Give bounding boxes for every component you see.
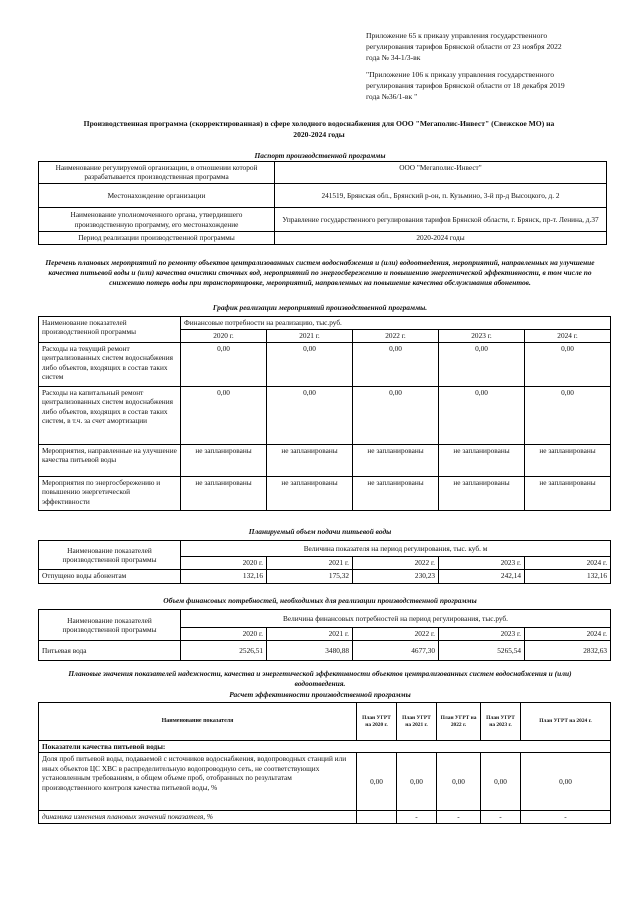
table-cell: не запланированы: [525, 477, 611, 511]
year-header: 2022 г.: [353, 330, 439, 343]
passport-table: [38, 161, 607, 245]
table-cell: -: [521, 811, 611, 823]
table-row: [39, 753, 611, 811]
table-cell: 0,00: [357, 753, 397, 811]
table-row: [39, 232, 607, 245]
finance-caption: Объем финансовых потребностей, необходимых для реализации производственной программы: [163, 596, 477, 605]
table-cell: 175,32: [267, 570, 353, 584]
passport-value: Управление государственного регулирования тарифов Брянской области, г. Брянск, пр-т. Ленина, д.37: [275, 208, 607, 232]
table-row: [39, 343, 611, 387]
passport-label: Наименование уполномоченного органа, утвердившего производственную программу, его местонахождение: [39, 208, 275, 232]
table-cell: не запланированы: [439, 445, 525, 477]
table-cell: не запланированы: [439, 477, 525, 511]
table-cell: 0,00: [267, 387, 353, 445]
table-cell: не запланированы: [267, 445, 353, 477]
table-row: [39, 317, 611, 330]
table-row: [39, 541, 611, 557]
row-label: Расходы на капитальный ремонт централизованных систем водоснабжения либо объектов, входящих в состав таких систем, в т.ч. за счет амортизации: [39, 387, 181, 445]
table-cell: 0,00: [181, 387, 267, 445]
table-cell: 5265,54: [439, 641, 525, 661]
column-header: Наименование показателей производственной программы: [39, 541, 181, 570]
section-header: Показатели качества питьевой воды:: [39, 741, 611, 753]
header-line: года № 34-1/3-вк: [366, 53, 421, 62]
table-cell: 0,00: [439, 387, 525, 445]
table-row: [39, 703, 611, 741]
column-group-header: Финансовые потребности на реализацию, тыс.руб.: [181, 317, 611, 330]
year-header: План УГРТ на 2021 г.: [397, 703, 437, 741]
year-header: 2020 г.: [181, 330, 267, 343]
table-cell: 132,16: [181, 570, 267, 584]
passport-value: 2020-2024 годы: [275, 232, 607, 245]
year-header: 2020 г.: [181, 628, 267, 641]
header-line: "Приложение 106 к приказу управления государственного: [366, 70, 555, 79]
finance-table: [38, 609, 611, 661]
header-line: регулирования тарифов Брянской области от 23 ноября 2022: [366, 42, 562, 51]
table-cell: 242,14: [439, 570, 525, 584]
table-cell: 0,00: [181, 343, 267, 387]
table-cell: 0,00: [525, 343, 611, 387]
year-header: 2023 г.: [439, 330, 525, 343]
column-header: Наименование показателей производственной программы: [39, 610, 181, 641]
table-cell: 3480,88: [267, 641, 353, 661]
year-header: 2024 г.: [525, 628, 611, 641]
year-header: 2021 г.: [267, 628, 353, 641]
title-line: Производственная программа (скорректированная) в сфере холодного водоснабжения для ООО "Мегаполис-Инвест" (Свежское МО) на: [83, 119, 555, 128]
column-header: Наименование показателя: [39, 703, 357, 741]
table-cell: [357, 811, 397, 823]
row-label: Доля проб питьевой воды, подаваемой с источников водоснабжения, водопроводных станций или иных объектов ЦС ХВС в распределительную водопроводную сеть, не соответствующих установленным требованиям, в общем объеме проб, отобранных по результатам производственного контроля качества питьевой воды, %: [39, 753, 357, 811]
year-header: 2024 г.: [525, 557, 611, 570]
row-label: Питьевая вода: [39, 641, 181, 661]
passport-label: Местонахождение организации: [39, 184, 275, 208]
table-row: [39, 387, 611, 445]
table-cell: -: [437, 811, 481, 823]
passport-label: Период реализации производственной программы: [39, 232, 275, 245]
year-header: План УГРТ на 2023 г.: [481, 703, 521, 741]
column-header: Наименование показателей производственной программы: [39, 317, 181, 343]
table-row: [39, 610, 611, 628]
table-cell: не запланированы: [181, 445, 267, 477]
passport-label: Наименование регулируемой организации, в отношении которой разрабатывается производственная программа: [39, 162, 275, 184]
table-cell: 0,00: [437, 753, 481, 811]
row-label: Мероприятия по энергосбережению и повышению энергетической эффективности: [39, 477, 181, 511]
table-row: [39, 477, 611, 511]
table-row: [39, 184, 607, 208]
document-title: [24, 118, 614, 140]
appendix-header: [366, 30, 565, 102]
table-cell: 0,00: [521, 753, 611, 811]
table-cell: 0,00: [481, 753, 521, 811]
table-cell: 132,16: [525, 570, 611, 584]
table-cell: 2832,63: [525, 641, 611, 661]
measures-caption: Перечень плановых мероприятий по ремонту объектов централизованных систем водоснабжения и (или) водоотведения, мероприятий, направленных на улучшение качества питьевой воды и (или) качества очистки сточных вод, мероприятий по энергосбережению и повышению энергетической эффективности, в том числе по снижению потерь воды при транспортировке, мероприятий, направленных на повышение качества обслуживания абонентов.: [45, 258, 595, 287]
volume-caption: Планируемый объем подачи питьевой воды: [248, 527, 392, 536]
table-row: [39, 208, 607, 232]
year-header: План УГРТ на 2022 г.: [437, 703, 481, 741]
year-header: 2023 г.: [439, 557, 525, 570]
reliability-table: [38, 702, 611, 824]
table-row: [39, 445, 611, 477]
row-label: Мероприятия, направленные на улучшение качества питьевой воды: [39, 445, 181, 477]
year-header: 2020 г.: [181, 557, 267, 570]
year-header: План УГРТ на 2020 г.: [357, 703, 397, 741]
table-cell: -: [397, 811, 437, 823]
year-header: 2021 г.: [267, 557, 353, 570]
passport-value: 241519, Брянская обл., Брянский р-он, п. Кузьмино, 3-й пр-д Высоцкого, д. 2: [275, 184, 607, 208]
passport-value: ООО "Мегаполис-Инвест": [275, 162, 607, 184]
table-cell: 0,00: [525, 387, 611, 445]
row-label: Отпущено воды абонентам: [39, 570, 181, 584]
table-row: [39, 741, 611, 753]
reliability-caption: Плановые значения показателей надежности, качества и энергетической эффективности объектов централизованных систем водоснабжения и (или) водоотведения.: [68, 669, 572, 688]
table-cell: 230,23: [353, 570, 439, 584]
row-label: динамика изменения плановых значений показателя, %: [39, 811, 357, 823]
year-header: 2022 г.: [353, 557, 439, 570]
row-label: Расходы на текущий ремонт централизованных систем водоснабжения либо объектов, входящих в состав таких систем: [39, 343, 181, 387]
year-header: 2023 г.: [439, 628, 525, 641]
measures-table: [38, 316, 611, 511]
table-cell: не запланированы: [353, 477, 439, 511]
year-header: План УГРТ на 2024 г.: [521, 703, 611, 741]
table-cell: 4677,30: [353, 641, 439, 661]
table-row: [39, 570, 611, 584]
table-row: [39, 162, 607, 184]
column-group-header: Величина финансовых потребностей на период регулирования, тыс.руб.: [181, 610, 611, 628]
table-cell: 0,00: [439, 343, 525, 387]
table-cell: 0,00: [353, 343, 439, 387]
volume-table: [38, 540, 611, 584]
year-header: 2021 г.: [267, 330, 353, 343]
schedule-caption: График реализации мероприятий производственной программы.: [212, 303, 428, 312]
table-cell: 0,00: [353, 387, 439, 445]
table-cell: -: [481, 811, 521, 823]
column-group-header: Величина показателя на период регулирования, тыс. куб. м: [181, 541, 611, 557]
table-cell: не запланированы: [267, 477, 353, 511]
table-cell: 2526,51: [181, 641, 267, 661]
table-row: [39, 641, 611, 661]
passport-caption: Паспорт производственной программы: [254, 151, 386, 160]
table-cell: 0,00: [267, 343, 353, 387]
table-row: [39, 811, 611, 823]
table-cell: не запланированы: [525, 445, 611, 477]
header-line: Приложение 65 к приказу управления государственного: [366, 31, 548, 40]
header-line: года №36/1-вк ": [366, 92, 418, 101]
title-line: 2020-2024 годы: [293, 130, 345, 139]
table-cell: не запланированы: [353, 445, 439, 477]
table-cell: 0,00: [397, 753, 437, 811]
year-header: 2024 г.: [525, 330, 611, 343]
table-cell: не запланированы: [181, 477, 267, 511]
year-header: 2022 г.: [353, 628, 439, 641]
efficiency-caption: Расчет эффективности производственной программы: [229, 690, 411, 699]
header-line: регулирования тарифов Брянской области от 18 декабря 2019: [366, 81, 565, 90]
